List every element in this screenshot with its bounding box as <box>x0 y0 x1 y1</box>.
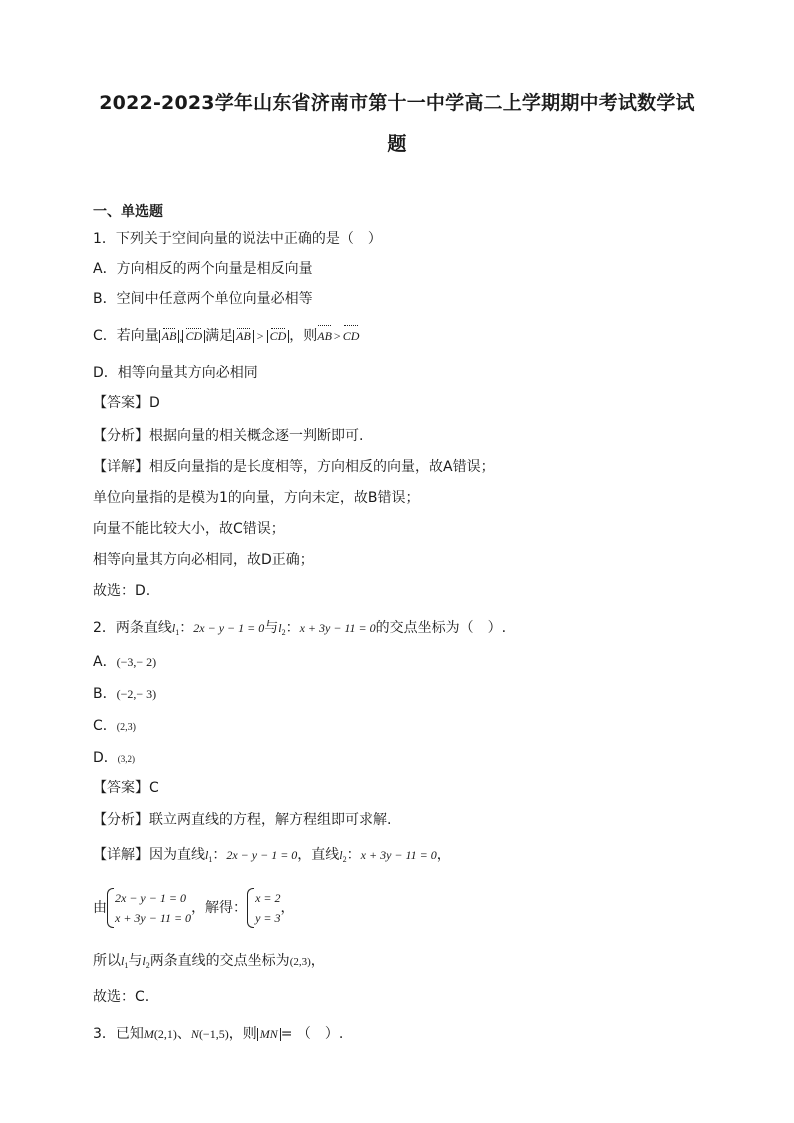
q1-option-c-then: ，则 <box>289 328 318 344</box>
q2-option-a: A．(−3,− 2) <box>93 654 157 670</box>
line-l1-conclusion: $l_1$ <box>121 954 129 970</box>
q2-detail: 【详解】因为直线$l_1$：2x − y − 1 = 0，直线$l_2$：x + 3y − 11 = 0， <box>93 847 451 864</box>
equation-2: x + 3y − 11 = 0 <box>299 621 376 635</box>
word-from: 由 <box>93 900 107 916</box>
q3-stem: 3．已知M(2,1)、N(−1,5)，则 MN = （ ）. <box>93 1026 344 1042</box>
q2-system: 由 2x − y − 1 = 0 x + 3y − 11 = 0 ，解得： x = 2 y = 3 ， <box>93 886 295 930</box>
q1-detail-3: 向量不能比较大小，故C错误； <box>93 521 285 537</box>
line-l1-detail: $l_1$ <box>205 848 213 864</box>
q2-stem-prefix: 2．两条直线 <box>93 620 172 636</box>
q1-option-c-mid: 满足 <box>205 328 234 344</box>
document-title-line2: 题 <box>387 133 407 155</box>
q2-conclusion: 所以$l_1$与$l_2$两条直线的交点坐标为(2,3)， <box>93 953 325 970</box>
abs-vector-ab <box>159 329 183 343</box>
q1-option-c-prefix: C．若向量 <box>93 328 159 344</box>
abs-mn: MN <box>257 1028 281 1041</box>
vector-ab-2: AB <box>236 329 251 343</box>
q1-analysis: 【分析】根据向量的相关概念逐一判断即可. <box>93 428 364 444</box>
q1-stem: 1．下列关于空间向量的说法中正确的是（ ） <box>93 231 382 247</box>
q1-option-b: B．空间中任意两个单位向量必相等 <box>93 291 313 307</box>
solution-system: x = 2 y = 3 <box>247 888 280 928</box>
q1-detail-1: 【详解】相反向量指的是长度相等，方向相反的向量，故A错误； <box>93 459 495 475</box>
q2-stem-suffix: 的交点坐标为（ ）. <box>375 620 507 636</box>
vector-cd-2: CD <box>269 329 287 343</box>
q1-answer: 【答案】D <box>93 395 160 411</box>
q1-option-a: A．方向相反的两个向量是相反向量 <box>93 261 313 277</box>
q2-answer: 【答案】C <box>93 780 159 796</box>
q2-option-b: B．(−2,− 3) <box>93 686 157 702</box>
abs-vector-cd <box>182 330 205 343</box>
line-l2: $l_2$ <box>278 621 286 637</box>
vector-ab: AB <box>161 329 177 343</box>
equation-system: 2x − y − 1 = 0 x + 3y − 11 = 0 <box>107 888 191 928</box>
colon: ： <box>179 620 194 636</box>
line-l2-detail: $l_2$ <box>339 848 347 864</box>
point-m: M <box>143 1027 154 1041</box>
greater-than: > <box>256 329 264 343</box>
vector-cd: CD <box>185 329 203 343</box>
comma: , <box>179 329 183 343</box>
greater-than-2: > <box>333 329 341 343</box>
point-n: N <box>190 1027 199 1041</box>
q1-detail-4: 相等向量其方向必相同，故D正确； <box>93 552 314 568</box>
section-heading: 一、单选题 <box>93 204 163 220</box>
q1-option-d: D．相等向量其方向必相同 <box>93 365 258 381</box>
abs-vector-ab-2 <box>233 330 254 343</box>
word-solve: ，解得： <box>191 900 248 916</box>
q1-choose: 故选：D. <box>93 583 151 599</box>
vector-cd-3: CD <box>342 329 360 343</box>
line-l1: $l_1$ <box>171 621 180 637</box>
vector-ab-3: AB <box>317 329 332 343</box>
q2-stem <box>93 619 506 642</box>
colon-2: ： <box>285 620 300 636</box>
q2-analysis: 【分析】联立两直线的方程，解方程组即可求解. <box>93 812 392 828</box>
q1-option-c <box>93 327 359 345</box>
q2-option-d: D．(3,2) <box>93 750 136 766</box>
q2-option-c: C．(2,3) <box>93 718 136 734</box>
equation-1: 2x − y − 1 = 0 <box>193 621 265 635</box>
q2-choose: 故选：C. <box>93 989 150 1005</box>
document-title-line1: 2022-2023学年山东省济南市第十一中学高二上学期期中考试数学试 <box>99 92 695 114</box>
word-with: 与 <box>264 620 279 636</box>
q1-detail-2: 单位向量指的是模为1的向量，方向未定，故B错误； <box>93 490 420 506</box>
abs-vector-cd-2 <box>267 330 290 343</box>
line-l2-conclusion: $l_2$ <box>142 954 150 970</box>
